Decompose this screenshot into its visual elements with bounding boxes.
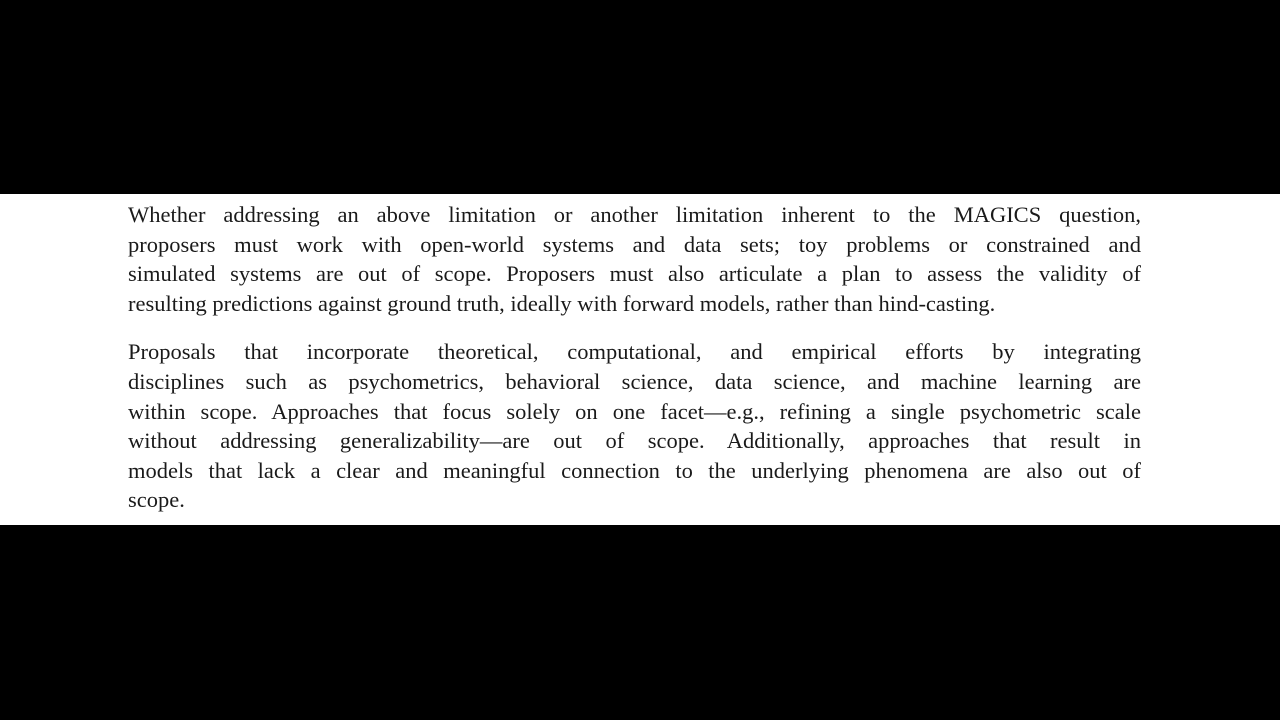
- text-line: simulated systems are out of scope. Proposers must also articulate a plan to assess the validity of: [128, 261, 1141, 287]
- text-line: proposers must work with open-world systems and data sets; toy problems or constrained and: [128, 231, 1141, 257]
- text-line: resulting predictions against ground truth, ideally with forward models, rather than hind-casting.: [128, 290, 996, 316]
- text-line: Whether addressing an above limitation or another limitation inherent to the MAGICS question,: [128, 202, 1141, 227]
- text-line: models that lack a clear and meaningful connection to the underlying phenomena are also out of: [128, 457, 1141, 483]
- text-line: Proposals that incorporate theoretical, computational, and empirical efforts by integrating: [128, 339, 1141, 365]
- document-text: [128, 200, 1141, 515]
- text-line: disciplines such as psychometrics, behavioral science, data science, and machine learning are: [128, 368, 1141, 394]
- paragraph-proposal-scope: [128, 337, 1141, 515]
- text-line: without addressing generalizability—are out of scope. Additionally, approaches that result in: [128, 428, 1141, 454]
- paragraph-scope-requirements: [128, 200, 1141, 318]
- text-line: scope.: [128, 487, 185, 513]
- text-line: within scope. Approaches that focus solely on one facet—e.g., refining a single psychometric scale: [128, 398, 1141, 424]
